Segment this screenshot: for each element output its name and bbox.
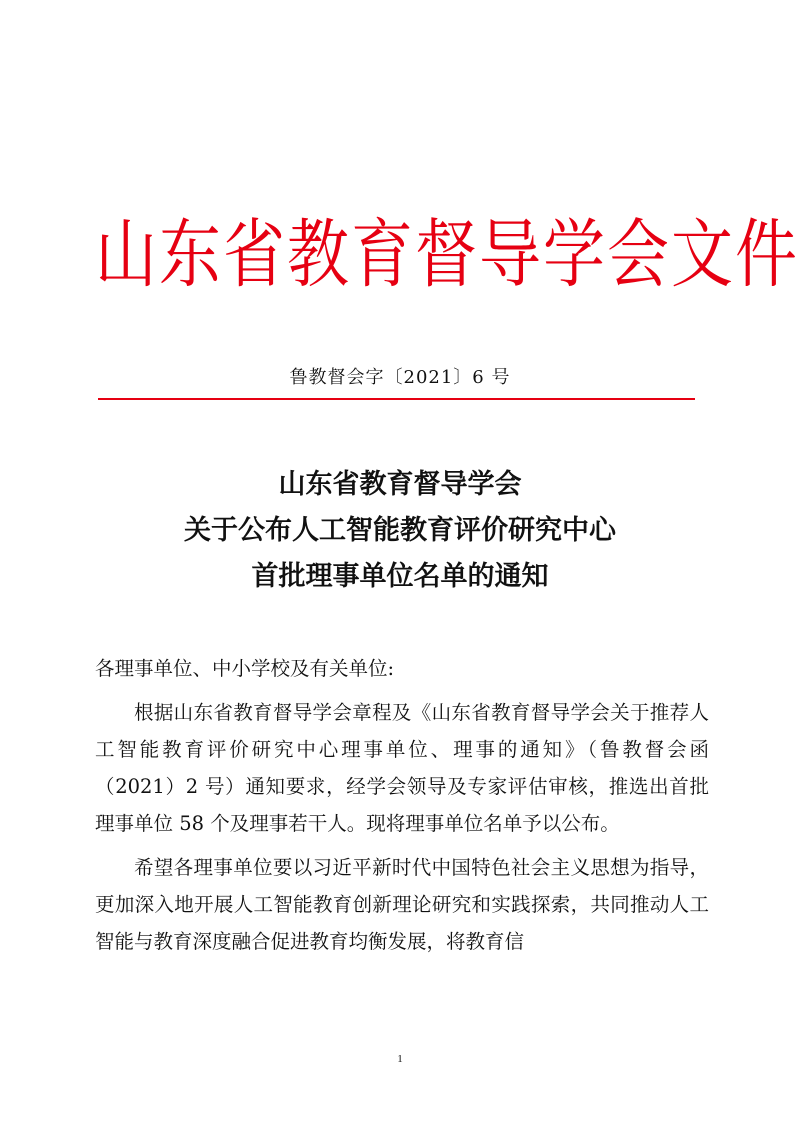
page-number: 1 — [397, 1053, 403, 1065]
notice-body — [95, 650, 709, 967]
document-number: 鲁教督会字〔2021〕6 号 — [289, 367, 511, 388]
notice-title-line-3: 首批理事单位名单的通知 — [251, 561, 549, 592]
notice-title-line-1: 山东省教育督导学会 — [278, 469, 522, 500]
red-separator-line — [98, 398, 695, 400]
body-paragraph-1: 根据山东省教育督导学会章程及《山东省教育督导学会关于推荐人工智能教育评价研究中心理事单位、理事的通知》（鲁教督会函（2021）2 号）通知要求，经学会领导及专家评估审核，推选出首批理事单位 58 个及理事若干人。现将理事单位名单予以公布。 — [95, 701, 709, 835]
document-header-title: 山东省教育督导学会文件 — [95, 210, 800, 299]
notice-title-line-2: 关于公布人工智能教育评价研究中心 — [184, 515, 616, 546]
salutation: 各理事单位、中小学校及有关单位: — [95, 657, 395, 680]
notice-title — [80, 462, 720, 600]
body-paragraph-2: 希望各理事单位要以习近平新时代中国特色社会主义思想为指导，更加深入地开展人工智能教育创新理论研究和实践探索，共同推动人工智能与教育深度融合促进教育均衡发展，将教育信 — [95, 856, 709, 953]
